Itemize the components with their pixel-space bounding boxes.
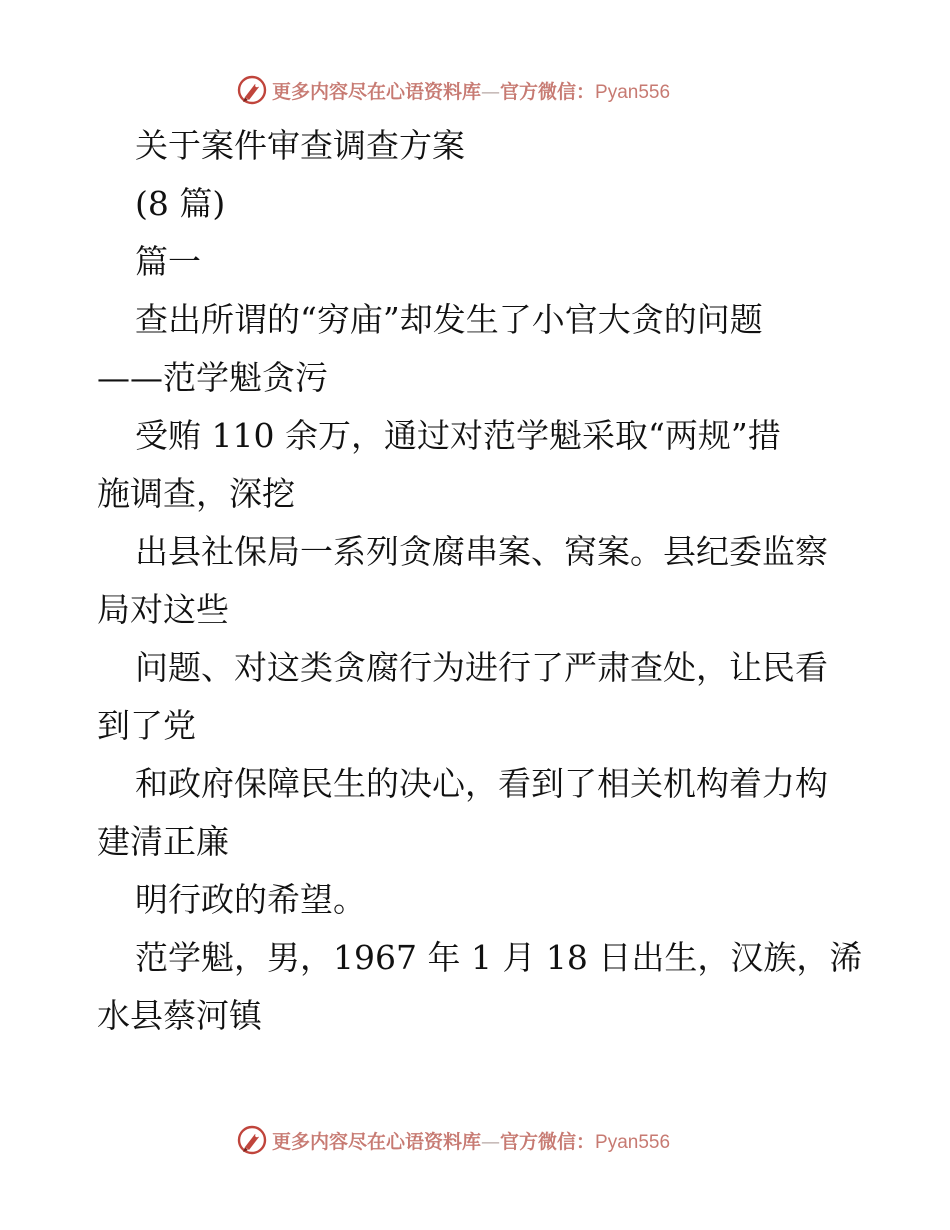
- watermark-text: [272, 77, 670, 104]
- text-line: 查出所谓的“穷庙”却发生了小官大贪的问题: [135, 300, 763, 339]
- watermark-dash: —: [481, 1130, 501, 1153]
- pen-logo-icon: [236, 74, 268, 106]
- text-line: 受贿 110 余万，通过对范学魁采取“两规”措: [135, 416, 781, 455]
- text-line: 和政府保障民生的决心，看到了相关机构着力构: [135, 764, 828, 803]
- text-line: ——范学魁贪污: [97, 358, 328, 397]
- text-line: 范学魁，男，1967 年 1 月 18 日出生，汉族，浠: [135, 938, 863, 977]
- text-line: 出县社保局一系列贪腐串案、窝案。县纪委监察: [135, 532, 828, 571]
- text-line: 水县蔡河镇: [97, 996, 262, 1035]
- watermark-account: Pyan556: [595, 81, 671, 103]
- footer-watermark: [236, 1123, 670, 1157]
- text-line: 施调查，深挖: [97, 474, 295, 513]
- document-body: [97, 117, 867, 1045]
- document-title: 关于案件审查调查方案: [135, 126, 465, 165]
- watermark-dash: —: [481, 80, 501, 103]
- watermark-label: 官方微信：: [500, 1130, 596, 1153]
- text-line: 明行政的希望。: [135, 880, 366, 919]
- text-line: 局对这些: [97, 590, 229, 629]
- pen-logo-icon: [236, 1124, 268, 1156]
- watermark-site: 更多内容尽在心语资料库: [272, 1130, 482, 1153]
- watermark-account: Pyan556: [595, 1131, 671, 1153]
- text-line: 到了党: [97, 706, 196, 745]
- watermark-text: [272, 1127, 670, 1154]
- header-watermark: [236, 73, 670, 107]
- watermark-label: 官方微信：: [500, 80, 596, 103]
- text-line: 篇一: [135, 242, 201, 281]
- text-line: 建清正廉: [97, 822, 229, 861]
- text-line: 问题、对这类贪腐行为进行了严肃查处，让民看: [135, 648, 828, 687]
- watermark-site: 更多内容尽在心语资料库: [272, 80, 482, 103]
- text-line: (8 篇): [135, 184, 226, 223]
